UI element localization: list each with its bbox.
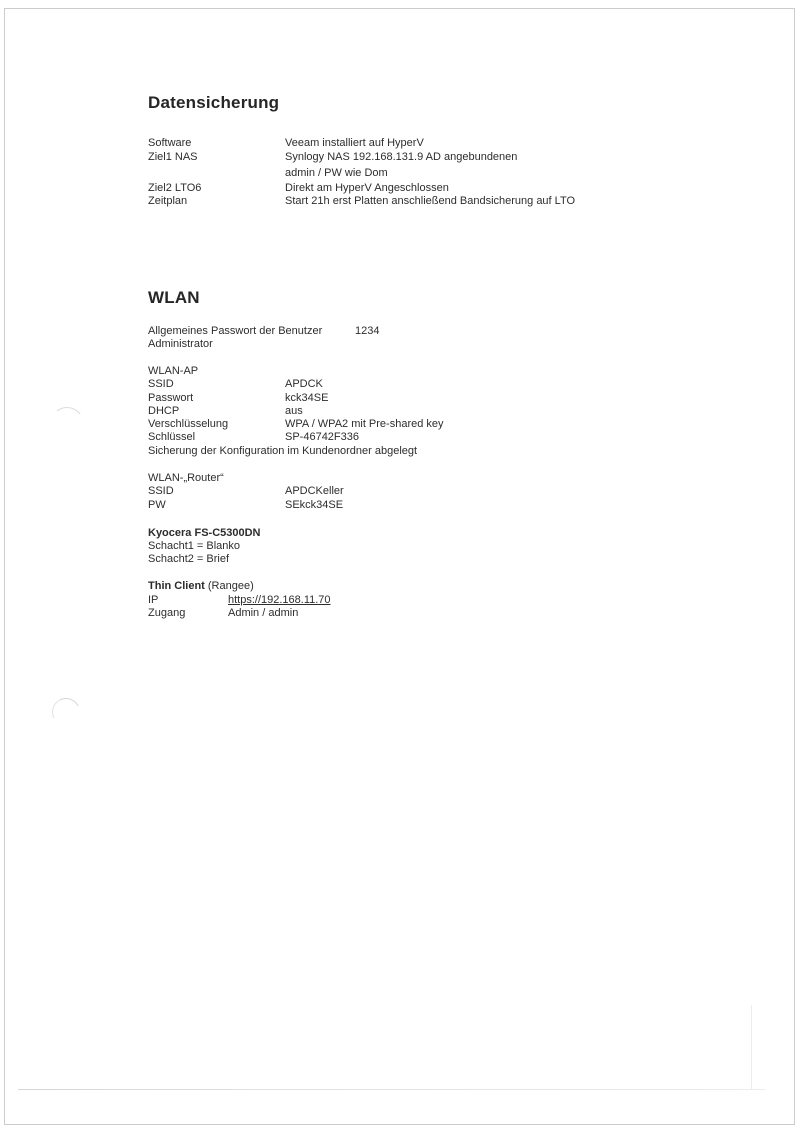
table-row bbox=[148, 338, 768, 351]
thin-client-heading-bold: Thin Client bbox=[148, 580, 205, 592]
row-value: Synlogy NAS 192.168.131.9 AD angebundenen bbox=[285, 151, 518, 163]
table-row bbox=[148, 594, 768, 607]
row-label: Schlüssel bbox=[148, 431, 196, 443]
row-label: Ziel2 LTO6 bbox=[148, 182, 202, 194]
table-row bbox=[148, 378, 768, 391]
table-row bbox=[148, 325, 768, 338]
section-heading-wlan: WLAN bbox=[148, 288, 200, 307]
row-value: APDCKeller bbox=[285, 485, 344, 497]
table-row bbox=[148, 195, 768, 208]
row-label: Administrator bbox=[148, 338, 213, 350]
printer-tray-line: Schacht2 = Brief bbox=[148, 553, 230, 565]
printer-heading: Kyocera FS-C5300DN bbox=[148, 527, 261, 539]
row-label: DHCP bbox=[148, 405, 180, 417]
row-value: APDCK bbox=[285, 378, 323, 390]
row-value: SEkck34SE bbox=[285, 499, 344, 511]
row-value: kck34SE bbox=[285, 392, 329, 404]
row-label: Verschlüsselung bbox=[148, 418, 229, 430]
row-value: Admin / admin bbox=[228, 607, 299, 619]
row-value: aus bbox=[285, 405, 303, 417]
table-row bbox=[148, 392, 768, 405]
row-value: SP-46742F336 bbox=[285, 431, 359, 443]
table-row bbox=[148, 499, 768, 512]
scan-paper-edge-vertical bbox=[751, 1005, 752, 1089]
row-label: Passwort bbox=[148, 392, 194, 404]
row-label: Zugang bbox=[148, 607, 186, 619]
table-row bbox=[148, 607, 768, 620]
row-value: Direkt am HyperV Angeschlossen bbox=[285, 182, 449, 194]
row-value: Start 21h erst Platten anschließend Bandsicherung auf LTO bbox=[285, 195, 576, 207]
ip-address-link[interactable]: https://192.168.11.70 bbox=[228, 594, 331, 606]
table-row bbox=[148, 182, 768, 195]
table-row bbox=[148, 405, 768, 418]
subsection-heading-wlan-router: WLAN-„Router“ bbox=[148, 472, 224, 484]
row-label: Software bbox=[148, 137, 192, 149]
row-label: SSID bbox=[148, 378, 174, 390]
row-label: PW bbox=[148, 499, 166, 511]
document-page bbox=[148, 0, 748, 1128]
row-value: 1234 bbox=[355, 325, 380, 337]
table-row bbox=[148, 167, 768, 180]
table-row bbox=[148, 431, 768, 444]
table-row bbox=[148, 151, 768, 164]
table-row bbox=[148, 485, 768, 498]
section-heading-datensicherung: Datensicherung bbox=[148, 93, 280, 112]
row-label: SSID bbox=[148, 485, 174, 497]
row-label: Allgemeines Passwort der Benutzer bbox=[148, 325, 323, 337]
row-label: Ziel1 NAS bbox=[148, 151, 198, 163]
note-konfiguration: Sicherung der Konfiguration im Kundenordner abgelegt bbox=[148, 445, 418, 457]
row-value: Veeam installiert auf HyperV bbox=[285, 137, 424, 149]
row-label: Zeitplan bbox=[148, 195, 188, 207]
row-value: admin / PW wie Dom bbox=[285, 167, 388, 179]
printer-tray-line: Schacht1 = Blanko bbox=[148, 540, 241, 552]
thin-client-heading bbox=[148, 580, 768, 593]
row-label: IP bbox=[148, 594, 159, 606]
table-row bbox=[148, 418, 768, 431]
thin-client-heading-rest: (Rangee) bbox=[204, 580, 254, 592]
subsection-heading-wlan-ap: WLAN-AP bbox=[148, 365, 199, 377]
table-row bbox=[148, 137, 768, 150]
row-value: WPA / WPA2 mit Pre-shared key bbox=[285, 418, 444, 430]
